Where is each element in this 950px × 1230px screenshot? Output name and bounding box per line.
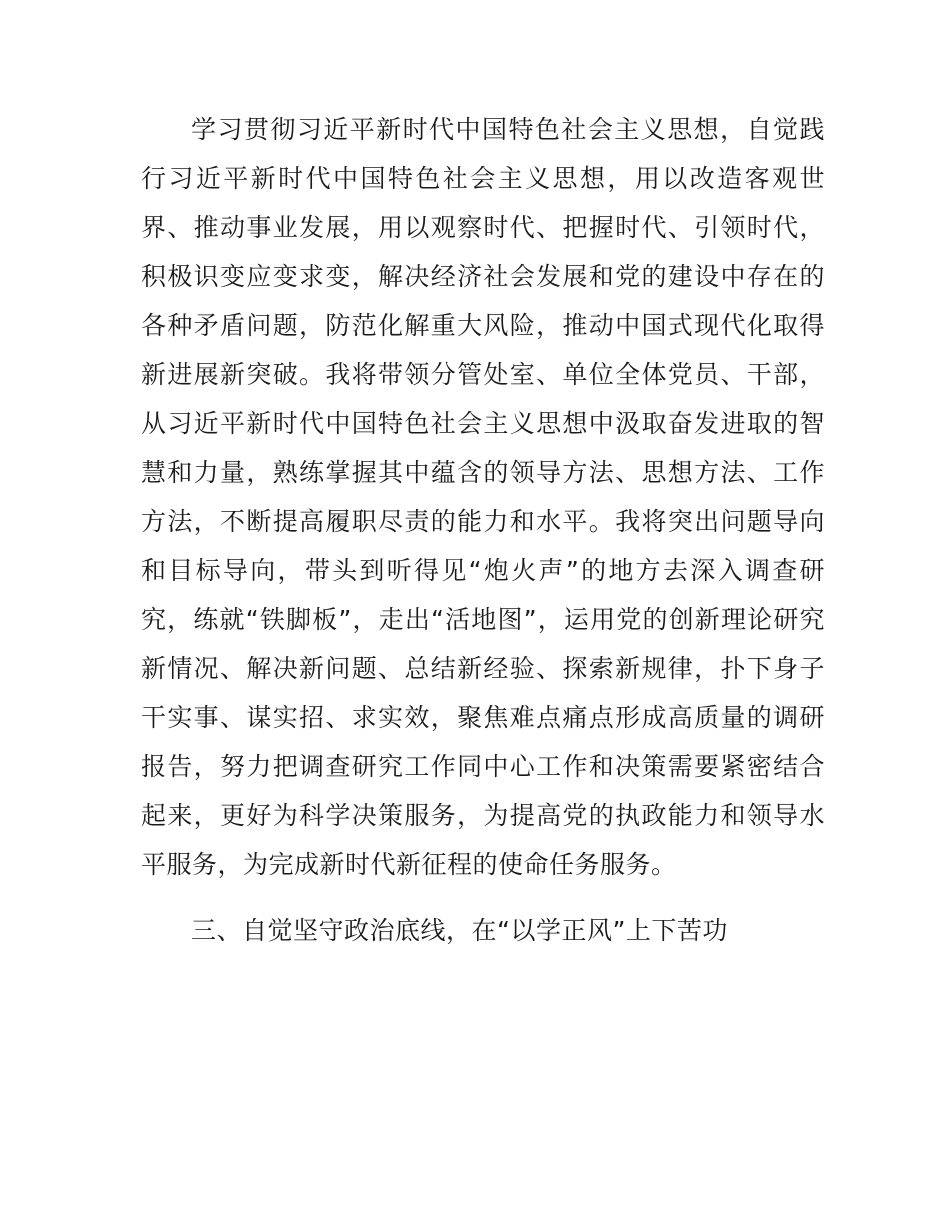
document-body: [141, 105, 825, 955]
section-heading: 三、自觉坚守政治底线，在“以学正风”上下苦功: [191, 916, 728, 945]
body-paragraph: 学习贯彻习近平新时代中国特色社会主义思想，自觉践行习近平新时代中国特色社会主义思想，用以改造客观世界、推动事业发展，用以观察时代、把握时代、引领时代，积极识变应变求变，解决经济社会发展和党的建设中存在的各种矛盾问题，防范化解重大风险，推动中国式现代化取得新进展新突破。我将带领分管处室、单位全体党员、干部，从习近平新时代中国特色社会主义思想中汲取奋发进取的智慧和力量，熟练掌握其中蕴含的领导方法、思想方法、工作方法，不断提高履职尽责的能力和水平。我将突出问题导向和目标导向，带头到听得见“炮火声”的地方去深入调查研究，练就“铁脚板”，走出“活地图”，运用党的创新理论研究新情况、解决新问题、总结新经验、探索新规律，扑下身子干实事、谋实招、求实效，聚焦难点痛点形成高质量的调研报告，努力把调查研究工作同中心工作和决策需要紧密结合起来，更好为科学决策服务，为提高党的执政能力和领导水平服务，为完成新时代新征程的使命任务服务。: [141, 115, 825, 879]
